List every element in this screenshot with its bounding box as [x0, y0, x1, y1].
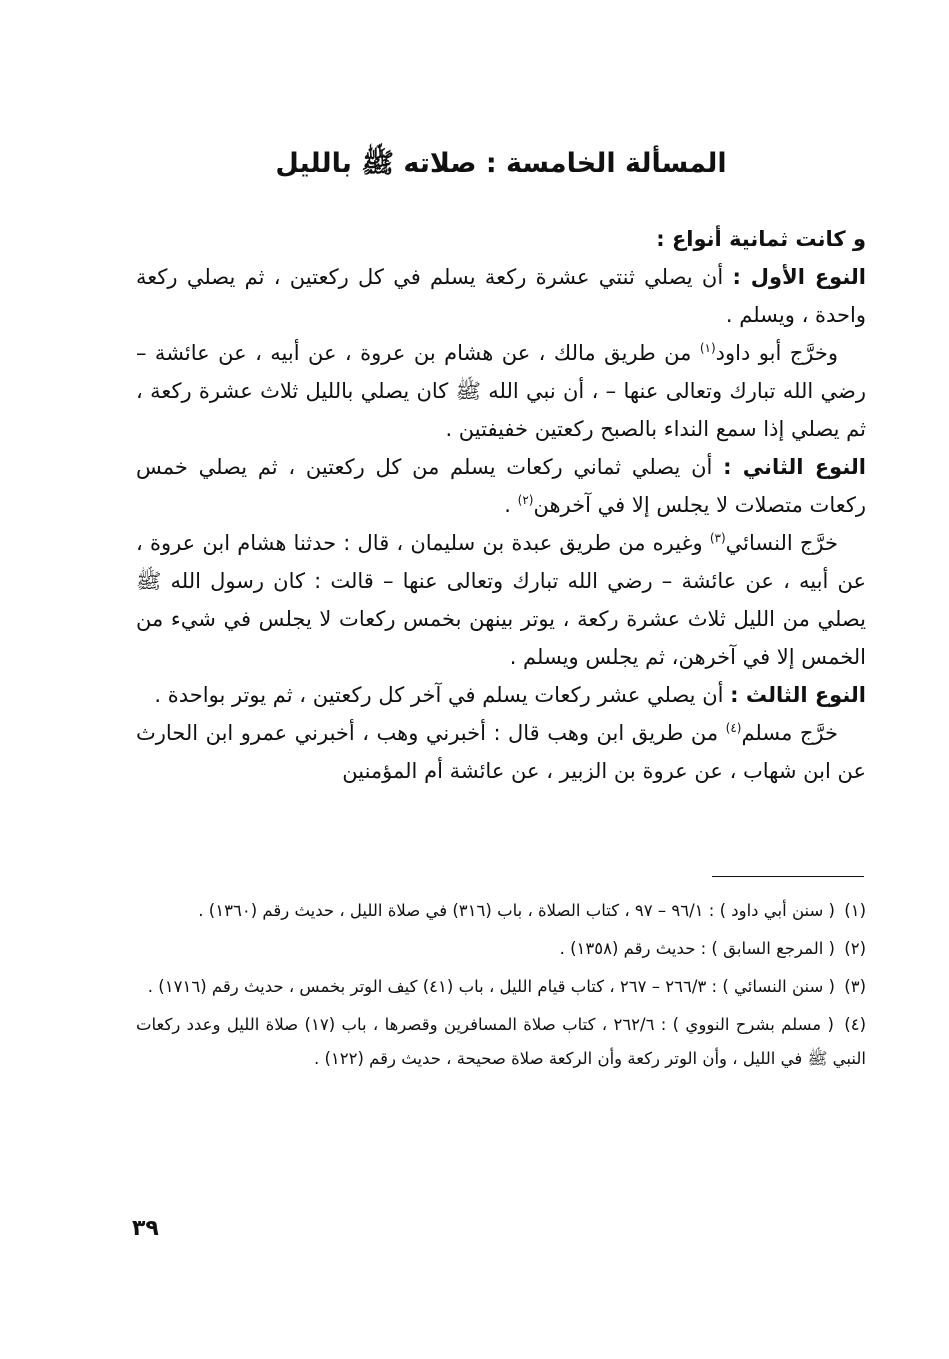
para3-post: من طريق ابن وهب قال : أخبرني وهب ، أخبرني عمرو ابن الحارث عن ابن شهاب ، عن عروة بن الزبير ، عن عائشة أم المؤمنين	[136, 721, 866, 783]
type3-label: النوع الثالث :	[730, 683, 866, 707]
footnote-1	[136, 894, 866, 928]
para2-pre: خرَّج النسائي	[725, 531, 838, 555]
footnote-3	[136, 970, 866, 1004]
type1-label: النوع الأول :	[732, 265, 866, 289]
intro-text: و كانت ثمانية أنواع :	[656, 227, 866, 251]
footnote-ref-1: (١)	[699, 341, 716, 355]
footnote-4	[136, 1008, 866, 1076]
footnote-text: ( سنن أبي داود ) : ٩٦/١ – ٩٧ ، كتاب الصلاة ، باب (٣١٦) في صلاة الليل ، حديث رقم (١٣٦٠) .	[198, 901, 835, 920]
footnote-ref-2: (٢)	[517, 493, 534, 507]
para3-pre: خرَّج مسلم	[741, 721, 838, 745]
para1-pre: وخرَّج أبو داود	[715, 341, 838, 365]
type2-paragraph	[136, 448, 866, 524]
footnote-number: (٤)	[844, 1015, 866, 1034]
footnote-divider	[712, 876, 864, 877]
type1-text: أن يصلي ثنتي عشرة ركعة يسلم في كل ركعتين ، ثم يصلي ركعة واحدة ، ويسلم .	[136, 265, 866, 327]
footnotes	[136, 894, 866, 1080]
footnote-number: (٣)	[844, 977, 866, 996]
footnote-ref-4: (٤)	[725, 721, 742, 735]
para3	[136, 714, 866, 790]
type2-end: .	[504, 493, 518, 517]
footnote-ref-3: (٣)	[709, 531, 726, 545]
section-title: المسألة الخامسة : صلاته ﷺ بالليل	[275, 148, 727, 179]
footnote-2	[136, 932, 866, 966]
para2	[136, 524, 866, 676]
type2-label: النوع الثاني :	[723, 455, 866, 479]
type1-paragraph	[136, 258, 866, 334]
para2-post: وغيره من طريق عبدة بن سليمان ، قال : حدثنا هشام ابن عروة ، عن أبيه ، عن عائشة – رضي الله تبارك وتعالى عنها – قالت : كان رسول الله ﷺ يصلي من الليل ثلاث عشرة ركعة ، يوتر بينهن بخمس ركعات لا يجلس في شيء من الخمس إلا في آخرهن، ثم يجلس ويسلم .	[136, 531, 866, 669]
footnote-text: ( مسلم بشرح النووي ) : ٢٦٢/٦ ، كتاب صلاة المسافرين وقصرها ، باب (١٧) صلاة الليل وعدد ركعات النبي ﷺ في الليل ، وأن الوتر ركعة وأن الركعة صلاة صحيحة ، حديث رقم (١٢٢) .	[136, 1015, 866, 1068]
footnote-number: (١)	[844, 901, 866, 920]
footnote-number: (٢)	[844, 939, 866, 958]
type3-text: أن يصلي عشر ركعات يسلم في آخر كل ركعتين ، ثم يوتر بواحدة .	[154, 683, 724, 707]
type2-text: أن يصلي ثماني ركعات يسلم من كل ركعتين ، ثم يصلي خمس ركعات متصلات لا يجلس إلا في آخرهن	[136, 455, 866, 517]
footnote-text: ( المرجع السابق ) : حديث رقم (١٣٥٨) .	[559, 939, 835, 958]
para1	[136, 334, 866, 448]
main-text	[136, 220, 866, 790]
type3-paragraph	[136, 676, 866, 714]
page-number: ٣٩	[132, 1216, 159, 1241]
para1-post: من طريق مالك ، عن هشام بن عروة ، عن أبيه ، عن عائشة – رضي الله تبارك وتعالى عنها – ، أن نبي الله ﷺ كان يصلي بالليل ثلاث عشرة ركعة ، ثم يصلي إذا سمع النداء بالصبح ركعتين خفيفتين .	[136, 341, 866, 441]
footnote-text: ( سنن النسائي ) : ٢٦٦/٣ – ٢٦٧ ، كتاب قيام الليل ، باب (٤١) كيف الوتر بخمس ، حديث رقم (١٧١٦) .	[147, 977, 835, 996]
intro-line	[136, 220, 866, 258]
